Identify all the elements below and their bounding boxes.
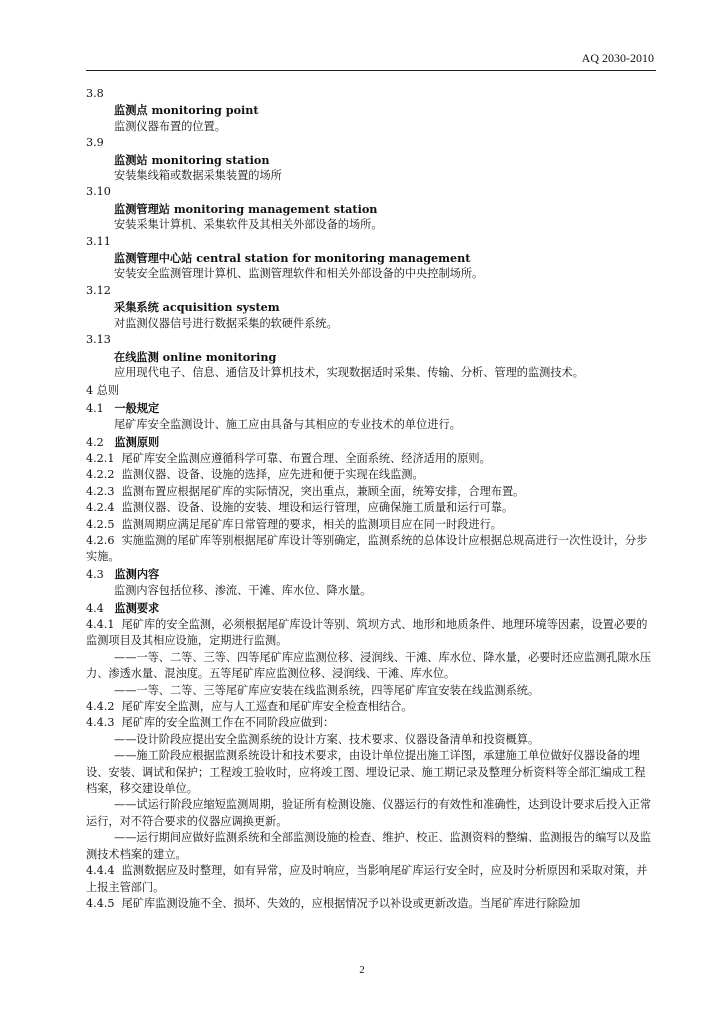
clause-item — [86, 896, 656, 912]
subsection-heading — [86, 434, 656, 451]
list-paragraph: ——一等、二等、三等、四等尾矿库应监测位移、浸润线、干滩、库水位、降水量，必要时还应监测孔隙水压力、渗透水量、混浊度。五等尾矿库应监测位移、浸润线、干滩、库水位。 — [86, 650, 652, 681]
clause-number: 4.4.1 — [86, 618, 115, 631]
clause-item — [86, 617, 656, 650]
clause-text: 尾矿库安全监测设计、施工应由具备与其相应的专业技术的单位进行。 — [114, 418, 461, 432]
term-title: 监测站 monitoring station — [114, 152, 270, 167]
clause-text: 尾矿库的安全监测工作在不同阶段应做到： — [121, 716, 335, 730]
clause-text: 尾矿库的安全监测，必须根据尾矿库设计等别、筑坝方式、地形和地质条件、地理环境等因素，设置必要的监测项目及其相应设施，定期进行监测。 — [86, 618, 648, 648]
clause-number: 4.2.1 — [86, 451, 115, 465]
clause-item — [86, 517, 656, 533]
term-definition: 安装采集计算机、采集软件及其相关外部设备的场所。 — [114, 218, 383, 232]
subsection-heading — [86, 400, 656, 417]
clause-number: 3.11 — [86, 234, 111, 248]
term-definition: 应用现代电子、信息、通信及计算机技术，实现数据适时采集、传输、分析、管理的监测技术。 — [114, 365, 584, 379]
term-title: 采集系统 acquisition system — [114, 300, 280, 315]
clause-number: 3.8 — [86, 87, 104, 100]
clause-number: 4.2.3 — [86, 484, 115, 498]
clause-number: 4.2.5 — [86, 517, 115, 531]
term-title: 在线监测 online monitoring — [114, 349, 277, 364]
clause-item — [86, 863, 656, 896]
clause-text: 尾矿库安全监测，应与人工巡查和尾矿库安全检查相结合。 — [121, 700, 413, 714]
clause-number: 4.2.4 — [86, 501, 115, 515]
clause-item — [86, 533, 656, 566]
section-title: 4 总则 — [86, 384, 120, 398]
clause-text: 监测数据应及时整理，如有异常，应及时响应，当影响尾矿库运行安全时，应及时分析原因和采取对策，并上报主管部门。 — [86, 864, 648, 894]
clause-number: 4.1 — [86, 401, 104, 415]
subsection-label: 监测要求 — [114, 600, 160, 615]
list-paragraph: ——设计阶段应提出安全监测系统的设计方案、技术要求、仪器设备清单和投资概算。 — [114, 732, 540, 746]
clause-number: 4.2.6 — [86, 533, 115, 547]
page-content — [86, 86, 656, 912]
term-title: 监测管理中心站 central station for monitoring management — [114, 251, 471, 266]
term-title: 监测管理站 monitoring management station — [114, 201, 378, 216]
clause-text: 监测仪器、设备、设施的安装、埋设和运行管理，应确保施工质量和运行可靠。 — [121, 501, 514, 515]
clause-item — [86, 467, 656, 483]
clause-item — [86, 500, 656, 516]
clause-item — [86, 451, 656, 467]
term-title: 监测点 monitoring point — [114, 103, 259, 118]
subsection-label: 监测原则 — [114, 434, 160, 449]
term-definition: 对监测仪器信号进行数据采集的软硬件系统。 — [114, 316, 338, 330]
clause-number: 3.13 — [86, 333, 111, 347]
clause-text: 监测布置应根据尾矿库的实际情况，突出重点，兼顾全面，统筹安排，合理布置。 — [121, 484, 525, 498]
subsection-heading — [86, 600, 656, 617]
clause-text: 监测内容包括位移、渗流、干滩、库水位、降水量。 — [114, 584, 372, 598]
clause-text: 监测仪器、设备、设施的选择，应先进和便于实现在线监测。 — [121, 468, 424, 482]
list-paragraph: ——一等、二等、三等尾矿库应安装在线监测系统，四等尾矿库宜安装在线监测系统。 — [114, 683, 540, 697]
clause-number: 3.9 — [86, 136, 104, 150]
term-definition: 安装集线箱或数据采集装置的场所 — [114, 169, 282, 183]
clause-item — [86, 715, 656, 731]
list-paragraph: ——试运行阶段应缩短监测周期，验证所有检测设施、仪器运行的有效性和准确性，达到设计要求后投入正常运行，对不符合要求的仪器应调换更新。 — [86, 798, 652, 828]
clause-text: 实施监测的尾矿库等别根据尾矿库设计等别确定，监测系统的总体设计应根据总规高进行一次性设计，分步实施。 — [86, 533, 648, 564]
clause-number: 4.4.2 — [86, 700, 115, 714]
clause-number: 4.4.5 — [86, 896, 115, 910]
term-definition: 监测仪器布置的位置。 — [114, 119, 226, 133]
clause-number: 4.4.4 — [86, 864, 115, 878]
clause-number: 4.4 — [86, 601, 104, 615]
page-number: 2 — [359, 964, 365, 976]
clause-number: 4.4.3 — [86, 716, 115, 730]
clause-number: 4.2.2 — [86, 468, 115, 482]
list-paragraph: ——施工阶段应根据监测系统设计和技术要求，由设计单位提出施工详图，承建施工单位做好仪器设备的埋设、安装、调试和保护；工程竣工验收时，应将竣工图、埋设记录、施工期记录及整理分析资料等全部汇编成工程档案，移交建设单位。 — [86, 749, 646, 796]
subsection-heading — [86, 566, 656, 583]
clause-item — [86, 484, 656, 500]
clause-number: 4.2 — [86, 435, 104, 449]
clause-text: 监测周期应满足尾矿库日常管理的要求，相关的监测项目应在同一时段进行。 — [121, 517, 502, 531]
clause-item — [86, 699, 656, 715]
subsection-label: 一般规定 — [114, 400, 160, 415]
clause-number: 3.12 — [86, 283, 111, 297]
subsection-label: 监测内容 — [114, 566, 160, 581]
clause-number: 3.10 — [86, 185, 111, 199]
clause-text: 尾矿库监测设施不全、损坏、失效的，应根据情况予以补设或更新改造。当尾矿库进行除险加 — [121, 896, 581, 910]
document-code: AQ 2030-2010 — [581, 51, 654, 65]
list-paragraph: ——运行期间应做好监测系统和全部监测设施的检查、维护、校正、监测资料的整编、监测报告的编写以及监测技术档案的建立。 — [86, 831, 652, 861]
clause-text: 尾矿库安全监测应遵循科学可靠、布置合理、全面系统、经济适用的原则。 — [121, 451, 491, 465]
header-rule — [86, 70, 656, 71]
term-definition: 安装安全监测管理计算机、监测管理软件和相关外部设备的中央控制场所。 — [114, 267, 484, 281]
clause-number: 4.3 — [86, 567, 104, 581]
